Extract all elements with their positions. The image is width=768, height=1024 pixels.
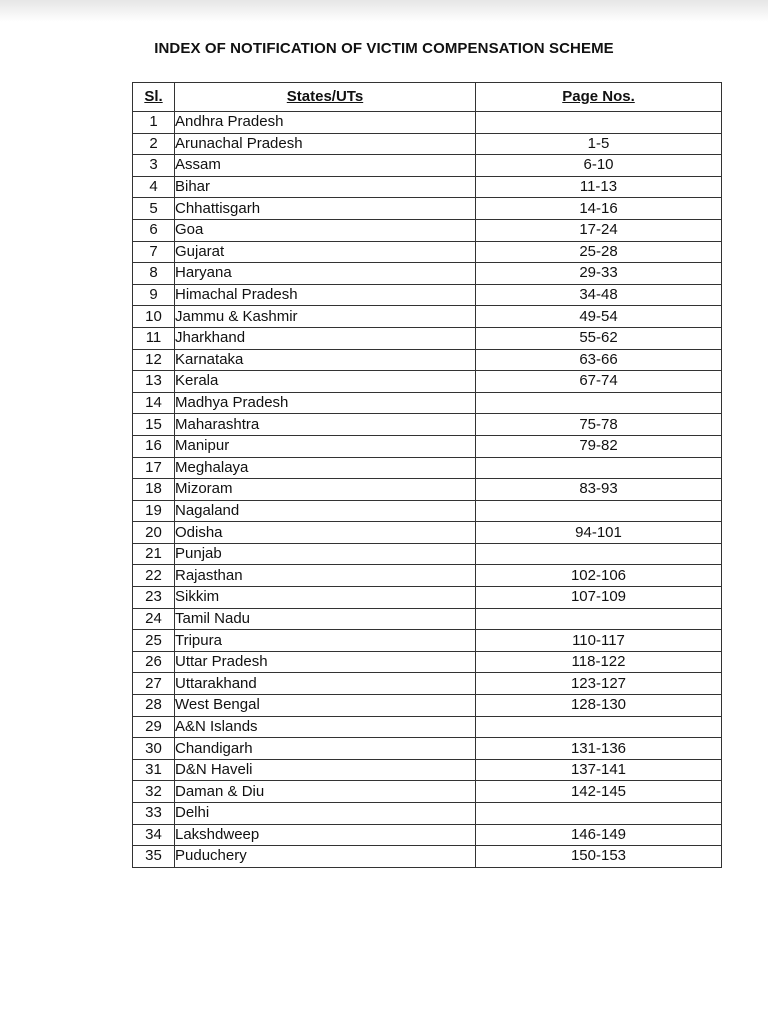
row-page-cell: 14-16 (476, 198, 722, 220)
row-page-cell (476, 543, 722, 565)
row-page-cell: 1-5 (476, 133, 722, 155)
table-body (133, 112, 722, 868)
row-state-cell: Meghalaya (175, 457, 476, 479)
row-page-cell: 107-109 (476, 587, 722, 609)
table-row (133, 759, 722, 781)
row-state-cell: Uttar Pradesh (175, 651, 476, 673)
row-state-cell: Arunachal Pradesh (175, 133, 476, 155)
row-state-cell: Puduchery (175, 846, 476, 868)
row-page-cell: 142-145 (476, 781, 722, 803)
table-row (133, 695, 722, 717)
row-sl-cell: 26 (133, 651, 175, 673)
row-page-cell (476, 392, 722, 414)
table-row (133, 565, 722, 587)
row-page-cell (476, 608, 722, 630)
row-sl-cell: 34 (133, 824, 175, 846)
row-sl-cell: 15 (133, 414, 175, 436)
row-page-cell: 25-28 (476, 241, 722, 263)
row-sl-cell: 32 (133, 781, 175, 803)
row-state-cell: West Bengal (175, 695, 476, 717)
row-page-cell (476, 112, 722, 134)
row-sl-cell: 11 (133, 327, 175, 349)
row-sl-cell: 27 (133, 673, 175, 695)
row-page-cell: 79-82 (476, 435, 722, 457)
row-sl-cell: 12 (133, 349, 175, 371)
table-row (133, 392, 722, 414)
row-state-cell: Sikkim (175, 587, 476, 609)
row-state-cell: Tripura (175, 630, 476, 652)
table-row (133, 608, 722, 630)
row-state-cell: Goa (175, 219, 476, 241)
row-sl-cell: 17 (133, 457, 175, 479)
table-row (133, 781, 722, 803)
row-page-cell: 67-74 (476, 371, 722, 393)
row-state-cell: Uttarakhand (175, 673, 476, 695)
row-page-cell: 11-13 (476, 176, 722, 198)
row-sl-cell: 13 (133, 371, 175, 393)
table-row (133, 479, 722, 501)
document-title: INDEX OF NOTIFICATION OF VICTIM COMPENSATION SCHEME (154, 40, 614, 57)
row-page-cell: 131-136 (476, 738, 722, 760)
row-page-cell: 118-122 (476, 651, 722, 673)
row-state-cell: Maharashtra (175, 414, 476, 436)
table-row (133, 327, 722, 349)
header-row (133, 83, 722, 112)
row-sl-cell: 24 (133, 608, 175, 630)
row-page-cell: 94-101 (476, 522, 722, 544)
table-row (133, 284, 722, 306)
row-sl-cell: 19 (133, 500, 175, 522)
row-sl-cell: 6 (133, 219, 175, 241)
row-sl-cell: 25 (133, 630, 175, 652)
row-state-cell: Gujarat (175, 241, 476, 263)
row-page-cell: 102-106 (476, 565, 722, 587)
table-row (133, 587, 722, 609)
row-sl-cell: 7 (133, 241, 175, 263)
table-row (133, 803, 722, 825)
row-sl-cell: 9 (133, 284, 175, 306)
scan-edge-shadow (0, 0, 768, 22)
row-sl-cell: 8 (133, 263, 175, 285)
table-row (133, 241, 722, 263)
table-row (133, 306, 722, 328)
table-row (133, 522, 722, 544)
table-row (133, 457, 722, 479)
row-page-cell: 137-141 (476, 759, 722, 781)
row-state-cell: Andhra Pradesh (175, 112, 476, 134)
table-row (133, 263, 722, 285)
table-row (133, 500, 722, 522)
table-row (133, 219, 722, 241)
row-sl-cell: 31 (133, 759, 175, 781)
table-row (133, 543, 722, 565)
row-page-cell: 29-33 (476, 263, 722, 285)
table-row (133, 414, 722, 436)
row-state-cell: D&N Haveli (175, 759, 476, 781)
row-sl-cell: 16 (133, 435, 175, 457)
row-sl-cell: 21 (133, 543, 175, 565)
row-page-cell (476, 803, 722, 825)
row-sl-cell: 22 (133, 565, 175, 587)
table-row (133, 349, 722, 371)
row-sl-cell: 2 (133, 133, 175, 155)
row-page-cell: 6-10 (476, 155, 722, 177)
header-states: States/UTs (175, 83, 476, 112)
row-page-cell: 75-78 (476, 414, 722, 436)
row-state-cell: Madhya Pradesh (175, 392, 476, 414)
table-row (133, 651, 722, 673)
row-sl-cell: 3 (133, 155, 175, 177)
table-row (133, 371, 722, 393)
row-page-cell: 83-93 (476, 479, 722, 501)
row-page-cell (476, 457, 722, 479)
row-state-cell: Kerala (175, 371, 476, 393)
row-sl-cell: 23 (133, 587, 175, 609)
row-state-cell: Rajasthan (175, 565, 476, 587)
row-sl-cell: 1 (133, 112, 175, 134)
table-row (133, 133, 722, 155)
row-state-cell: Himachal Pradesh (175, 284, 476, 306)
row-sl-cell: 30 (133, 738, 175, 760)
row-state-cell: Mizoram (175, 479, 476, 501)
row-state-cell: Jammu & Kashmir (175, 306, 476, 328)
row-state-cell: Odisha (175, 522, 476, 544)
row-state-cell: Tamil Nadu (175, 608, 476, 630)
row-page-cell: 128-130 (476, 695, 722, 717)
row-page-cell (476, 500, 722, 522)
row-page-cell: 63-66 (476, 349, 722, 371)
table-row (133, 738, 722, 760)
row-sl-cell: 10 (133, 306, 175, 328)
row-sl-cell: 28 (133, 695, 175, 717)
row-state-cell: Bihar (175, 176, 476, 198)
row-page-cell: 123-127 (476, 673, 722, 695)
header-sl: Sl. (133, 83, 175, 112)
row-page-cell: 146-149 (476, 824, 722, 846)
table-row (133, 176, 722, 198)
row-state-cell: A&N Islands (175, 716, 476, 738)
table-row (133, 155, 722, 177)
row-state-cell: Delhi (175, 803, 476, 825)
row-page-cell: 150-153 (476, 846, 722, 868)
row-page-cell: 110-117 (476, 630, 722, 652)
row-page-cell (476, 716, 722, 738)
row-state-cell: Punjab (175, 543, 476, 565)
row-state-cell: Manipur (175, 435, 476, 457)
row-sl-cell: 14 (133, 392, 175, 414)
table-row (133, 198, 722, 220)
row-page-cell: 55-62 (476, 327, 722, 349)
row-state-cell: Jharkhand (175, 327, 476, 349)
row-state-cell: Daman & Diu (175, 781, 476, 803)
header-page-nos: Page Nos. (476, 83, 722, 112)
table-row (133, 846, 722, 868)
row-sl-cell: 18 (133, 479, 175, 501)
row-sl-cell: 35 (133, 846, 175, 868)
row-state-cell: Assam (175, 155, 476, 177)
table-row (133, 824, 722, 846)
row-state-cell: Lakshdweep (175, 824, 476, 846)
row-page-cell: 49-54 (476, 306, 722, 328)
row-state-cell: Nagaland (175, 500, 476, 522)
row-sl-cell: 20 (133, 522, 175, 544)
row-sl-cell: 33 (133, 803, 175, 825)
table-row (133, 435, 722, 457)
row-state-cell: Chandigarh (175, 738, 476, 760)
row-state-cell: Chhattisgarh (175, 198, 476, 220)
table-row (133, 716, 722, 738)
row-state-cell: Karnataka (175, 349, 476, 371)
table-row (133, 112, 722, 134)
row-sl-cell: 4 (133, 176, 175, 198)
table-row (133, 630, 722, 652)
table-row (133, 673, 722, 695)
row-sl-cell: 29 (133, 716, 175, 738)
index-table (132, 82, 722, 868)
row-page-cell: 34-48 (476, 284, 722, 306)
row-page-cell: 17-24 (476, 219, 722, 241)
row-sl-cell: 5 (133, 198, 175, 220)
row-state-cell: Haryana (175, 263, 476, 285)
